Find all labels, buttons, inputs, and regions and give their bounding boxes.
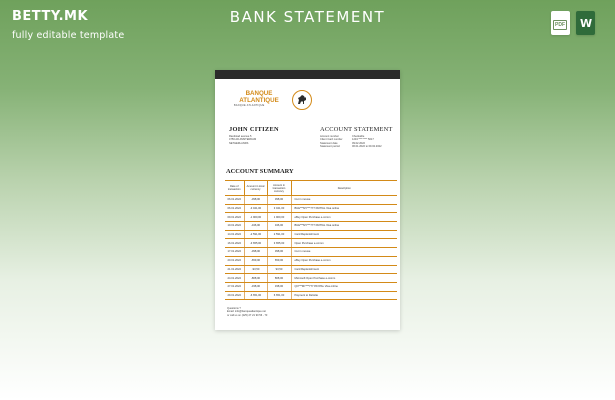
table-row <box>225 256 397 265</box>
table-row <box>225 204 397 213</box>
table-cell: 06.01.2022 <box>225 204 244 213</box>
table-cell: -3 041,00 <box>244 204 267 213</box>
table-row <box>225 274 397 283</box>
table-row <box>225 196 397 205</box>
statement-fields <box>320 135 382 148</box>
footer-line: Questions ? <box>227 307 241 310</box>
table-cell: 659,00 <box>267 256 291 265</box>
word-file-label: W <box>580 17 593 30</box>
transactions-table <box>225 180 397 300</box>
word-file-icon[interactable] <box>576 11 595 35</box>
pdf-file-icon[interactable] <box>551 11 570 35</box>
table-cell: -93,50 <box>244 265 267 274</box>
table-cell: -398,00 <box>244 248 267 257</box>
table-cell: 3 041,00 <box>267 204 291 213</box>
table-cell: Open Purchase e-comm <box>291 239 397 248</box>
table-cell: -398,00 <box>244 196 267 205</box>
table-cell: Card Replenishment <box>291 265 397 274</box>
table-row <box>225 222 397 231</box>
table-cell: BUE***MY***777 PAYPAL Visa online <box>291 222 397 231</box>
table-cell: BUE***MY***777 PAYPAL Visa online <box>291 204 397 213</box>
table-cell: 06.01.2022 <box>225 196 244 205</box>
address-line: Randstad avenue 5 <box>229 135 252 138</box>
table-cell: 398,00 <box>267 196 291 205</box>
field-value: 1234 **** **** 5017 <box>352 138 374 142</box>
field-label: Statement date <box>320 141 338 145</box>
statement-document-preview <box>215 70 400 330</box>
account-holder-address <box>229 135 256 145</box>
bank-name <box>229 90 289 104</box>
table-cell: 1 900,00 <box>267 213 291 222</box>
table-cell: eBuy Open Purchase e-comm <box>291 213 397 222</box>
bank-subtitle: BANQUE ATLANTIQUE <box>234 104 265 107</box>
column-header: Amount in local currency <box>244 181 267 196</box>
table-cell: -346,00 <box>244 222 267 231</box>
table-cell: 09.01.2022 <box>225 213 244 222</box>
column-header: Description <box>291 181 397 196</box>
table-cell: -1 900,00 <box>244 213 267 222</box>
table-header-row <box>225 181 397 196</box>
table-cell: -659,00 <box>244 256 267 265</box>
footer-line: or call us on (225) 27 21 90 56 - 73 <box>227 313 268 317</box>
table-row <box>225 248 397 257</box>
table-row <box>225 265 397 274</box>
table-row <box>225 282 397 291</box>
bank-logo <box>229 90 319 112</box>
field-label: Client Card number <box>320 138 343 142</box>
account-summary-title: ACCOUNT SUMMARY <box>226 168 294 175</box>
table-cell: -2 591,00 <box>244 230 267 239</box>
statement-footer <box>227 307 267 317</box>
table-cell: QO***MY***777 PAYPAL Visa online <box>291 282 397 291</box>
table-cell: -3 655,00 <box>244 239 267 248</box>
table-cell: 20.01.2022 <box>225 256 244 265</box>
statement-title: ACCOUNT STATEMENT <box>320 126 393 133</box>
field-label: Statement period <box>320 144 340 148</box>
brand-tagline: fully editable template <box>12 30 125 41</box>
bank-name-line1: BANQUE <box>245 90 273 97</box>
field-value: Checkable <box>352 135 365 138</box>
table-cell: 2 591,00 <box>267 230 291 239</box>
horse-emblem-icon <box>292 90 312 110</box>
table-cell: 6 651,00 <box>267 291 291 300</box>
table-cell: 21.01.2022 <box>225 265 244 274</box>
table-cell: Cut in mouse <box>291 196 397 205</box>
column-header: Amount in transaction currency <box>267 181 291 196</box>
table-cell: 29.01.2022 <box>225 291 244 300</box>
table-cell: Card Replenishment <box>291 230 397 239</box>
page-title: BANK STATEMENT <box>229 8 386 26</box>
table-cell: 24.01.2022 <box>225 274 244 283</box>
field-value: 09.02.2022 <box>352 141 365 145</box>
table-cell: 398,00 <box>267 248 291 257</box>
statement-field-row <box>320 145 382 148</box>
field-label: Account number <box>320 135 339 138</box>
bank-name-line2: ATLANTIQUE <box>239 97 279 104</box>
table-cell: 346,00 <box>267 222 291 231</box>
table-row <box>225 239 397 248</box>
table-cell: Microsoft Open Purchase e-comm <box>291 274 397 283</box>
document-top-bar <box>215 70 400 79</box>
footer-line: Email: info@banqueatlantique.net <box>227 310 266 314</box>
column-header: Date of transaction <box>225 181 244 196</box>
table-cell: 93,50 <box>267 265 291 274</box>
table-cell: eBuy Open Purchase e-comm <box>291 256 397 265</box>
pdf-file-label: PDF <box>555 22 565 28</box>
table-cell: 10.01.2022 <box>225 222 244 231</box>
table-cell: -6 651,00 <box>244 291 267 300</box>
table-cell: 868,00 <box>267 274 291 283</box>
field-value: 06.01.2022 to 09.02.2022 <box>352 144 382 148</box>
table-cell: 27.01.2022 <box>225 282 244 291</box>
table-cell: 16.01.2022 <box>225 239 244 248</box>
table-cell: -868,00 <box>244 274 267 283</box>
table-cell: 17.01.2022 <box>225 248 244 257</box>
table-row <box>225 291 397 300</box>
table-cell: -338,00 <box>244 282 267 291</box>
brand-logo: BETTY.MK <box>12 9 89 24</box>
table-cell: Cut in mouse <box>291 248 397 257</box>
table-row <box>225 213 397 222</box>
table-cell: 3 655,00 <box>267 239 291 248</box>
address-line: NETHERLANDS <box>229 141 249 145</box>
table-cell: Payment to Deloitte <box>291 291 397 300</box>
account-holder-name: JOHN CITIZEN <box>229 126 279 133</box>
table-row <box>225 230 397 239</box>
address-line: 4756 AD AMSTERDAM <box>229 138 257 142</box>
table-cell: 14.01.2022 <box>225 230 244 239</box>
table-cell: 338,00 <box>267 282 291 291</box>
